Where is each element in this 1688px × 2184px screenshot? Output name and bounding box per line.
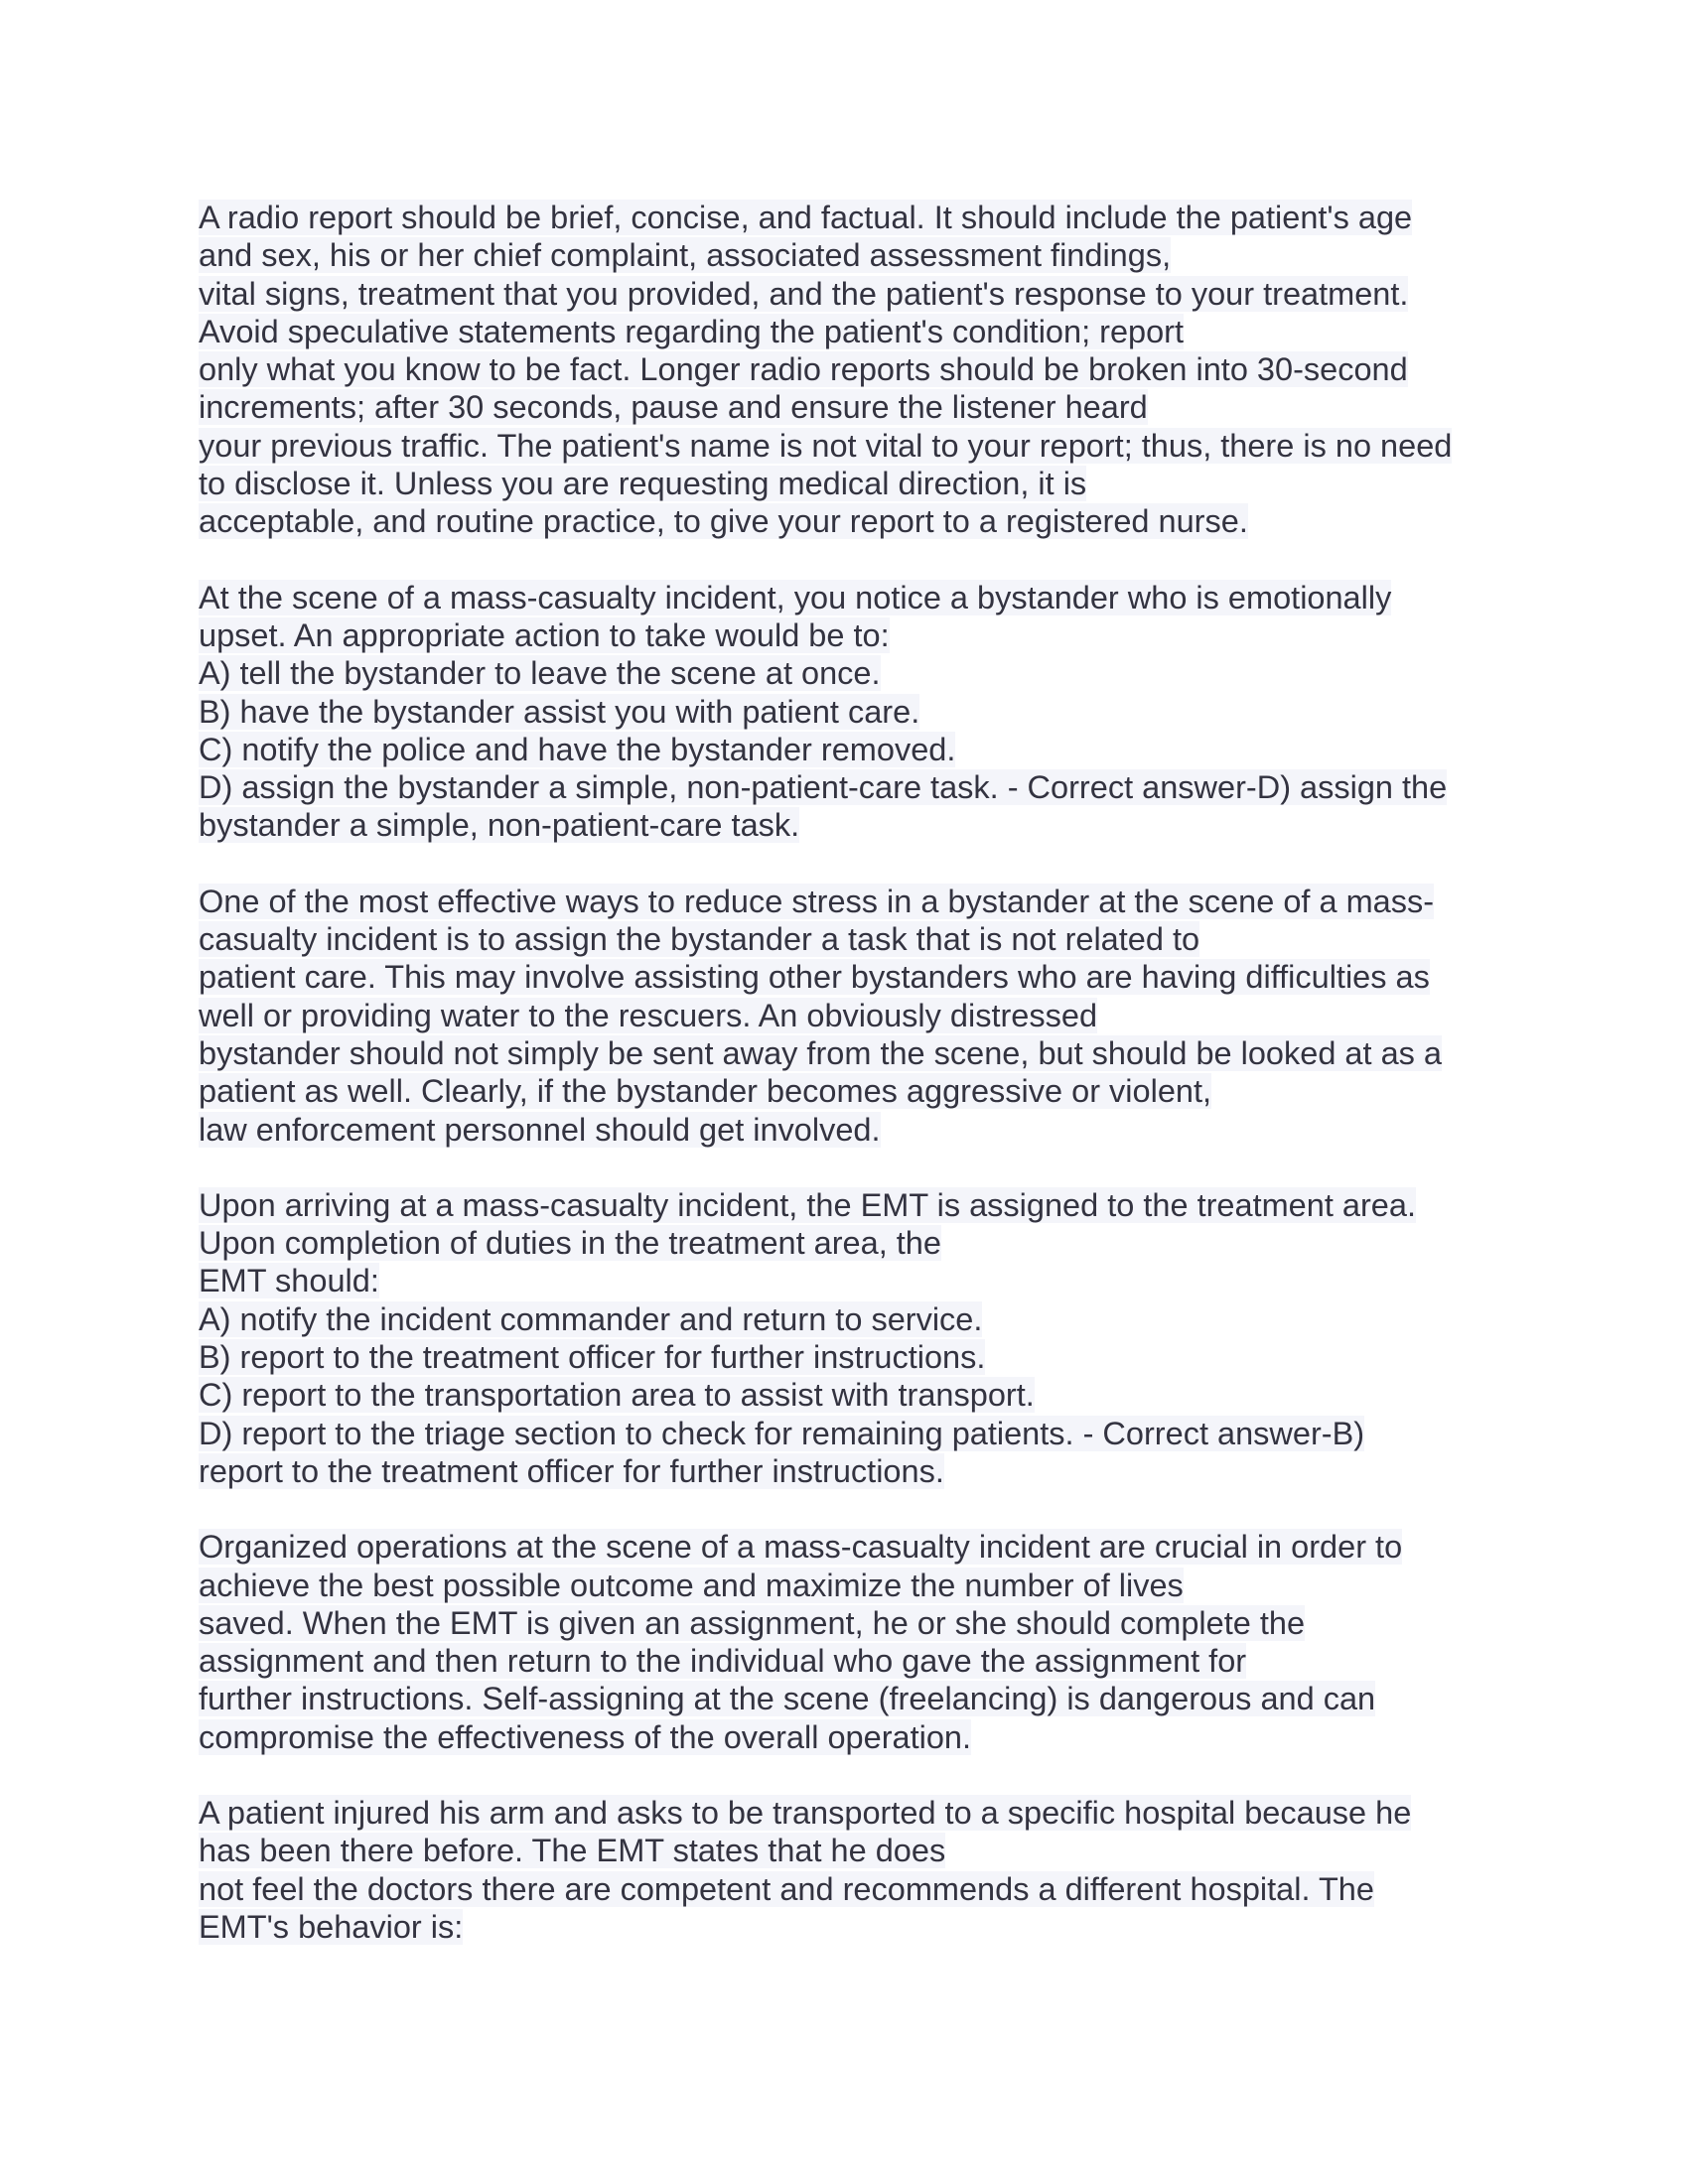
text-line: EMT's behavior is: [199,1908,464,1945]
paragraph-organized-operations [199,1528,1509,1756]
text-line: increments; after 30 seconds, pause and ensure the listener heard [199,389,1148,426]
text-line: casualty incident is to assign the bystander a task that is not related to [199,921,1200,958]
text-line: A radio report should be brief, concise, and factual. It should include the patient's age [199,200,1413,235]
text-line: One of the most effective ways to reduce stress in a bystander at the scene of a mass- [199,883,1435,919]
text-line: only what you know to be fact. Longer radio reports should be broken into 30-second [199,351,1408,388]
text-line: well or providing water to the rescuers. An obviously distressed [199,997,1098,1033]
text-line: At the scene of a mass-casualty incident, you notice a bystander who is emotionally [199,579,1392,615]
text-line: A patient injured his arm and asks to be transported to a specific hospital because he [199,1794,1412,1831]
answer-option: C) notify the police and have the bystander removed. [199,731,956,767]
text-line: Avoid speculative statements regarding the patient's condition; report [199,313,1185,349]
text-line: assignment and then return to the individual who gave the assignment for [199,1643,1247,1680]
answer-option: B) report to the treatment officer for further instructions. [199,1339,986,1376]
text-line: EMT should: [199,1263,379,1299]
text-line: has been there before. The EMT states that he does [199,1833,946,1869]
text-line: Upon completion of duties in the treatment area, the [199,1225,941,1262]
answer-option: B) have the bystander assist you with patient care. [199,693,920,730]
answer-option: C) report to the transportation area to assist with transport. [199,1377,1035,1414]
paragraph-bystander-stress [199,883,1509,1149]
text-line: further instructions. Self-assigning at the scene (freelancing) is dangerous and can [199,1681,1376,1717]
text-line: patient care. This may involve assisting other bystanders who are having difficulties as [199,959,1430,996]
text-line: your previous traffic. The patient's name is not vital to your report; thus, there is no need [199,427,1453,464]
text-line: patient as well. Clearly, if the bystander becomes aggressive or violent, [199,1073,1212,1110]
paragraph-radio-report [199,199,1509,541]
document-body [199,199,1509,1983]
answer-option: D) report to the triage section to check for remaining patients. - Correct answer-B) [199,1415,1365,1451]
answer-option: A) notify the incident commander and return to service. [199,1300,983,1337]
paragraph-question-bystander [199,579,1509,845]
paragraph-question-hospital [199,1794,1509,1946]
text-line: compromise the effectiveness of the overall operation. [199,1718,972,1755]
text-line: Organized operations at the scene of a mass-casualty incident are crucial in order to [199,1529,1403,1566]
text-line: not feel the doctors there are competent and recommends a different hospital. The [199,1870,1374,1907]
text-line: to disclose it. Unless you are requesting medical direction, it is [199,466,1087,502]
answer-option: D) assign the bystander a simple, non-patient-care task. - Correct answer-D) assign the [199,769,1448,806]
text-line: vital signs, treatment that you provided, and the patient's response to your treatment. [199,275,1409,312]
text-line: bystander should not simply be sent away from the scene, but should be looked at as a [199,1034,1442,1071]
text-line: acceptable, and routine practice, to give your report to a registered nurse. [199,503,1248,540]
text-line: and sex, his or her chief complaint, associated assessment findings, [199,237,1172,274]
text-line: achieve the best possible outcome and maximize the number of lives [199,1567,1184,1603]
text-line: saved. When the EMT is given an assignment, he or she should complete the [199,1604,1306,1641]
paragraph-question-treatment-area [199,1186,1509,1490]
text-line: report to the treatment officer for further instructions. [199,1452,944,1489]
text-line: law enforcement personnel should get involved. [199,1111,881,1148]
text-line: upset. An appropriate action to take would be to: [199,616,890,653]
text-line: Upon arriving at a mass-casualty incident, the EMT is assigned to the treatment area. [199,1186,1416,1223]
answer-option: A) tell the bystander to leave the scene at once. [199,655,881,692]
text-line: bystander a simple, non-patient-care task. [199,807,800,844]
